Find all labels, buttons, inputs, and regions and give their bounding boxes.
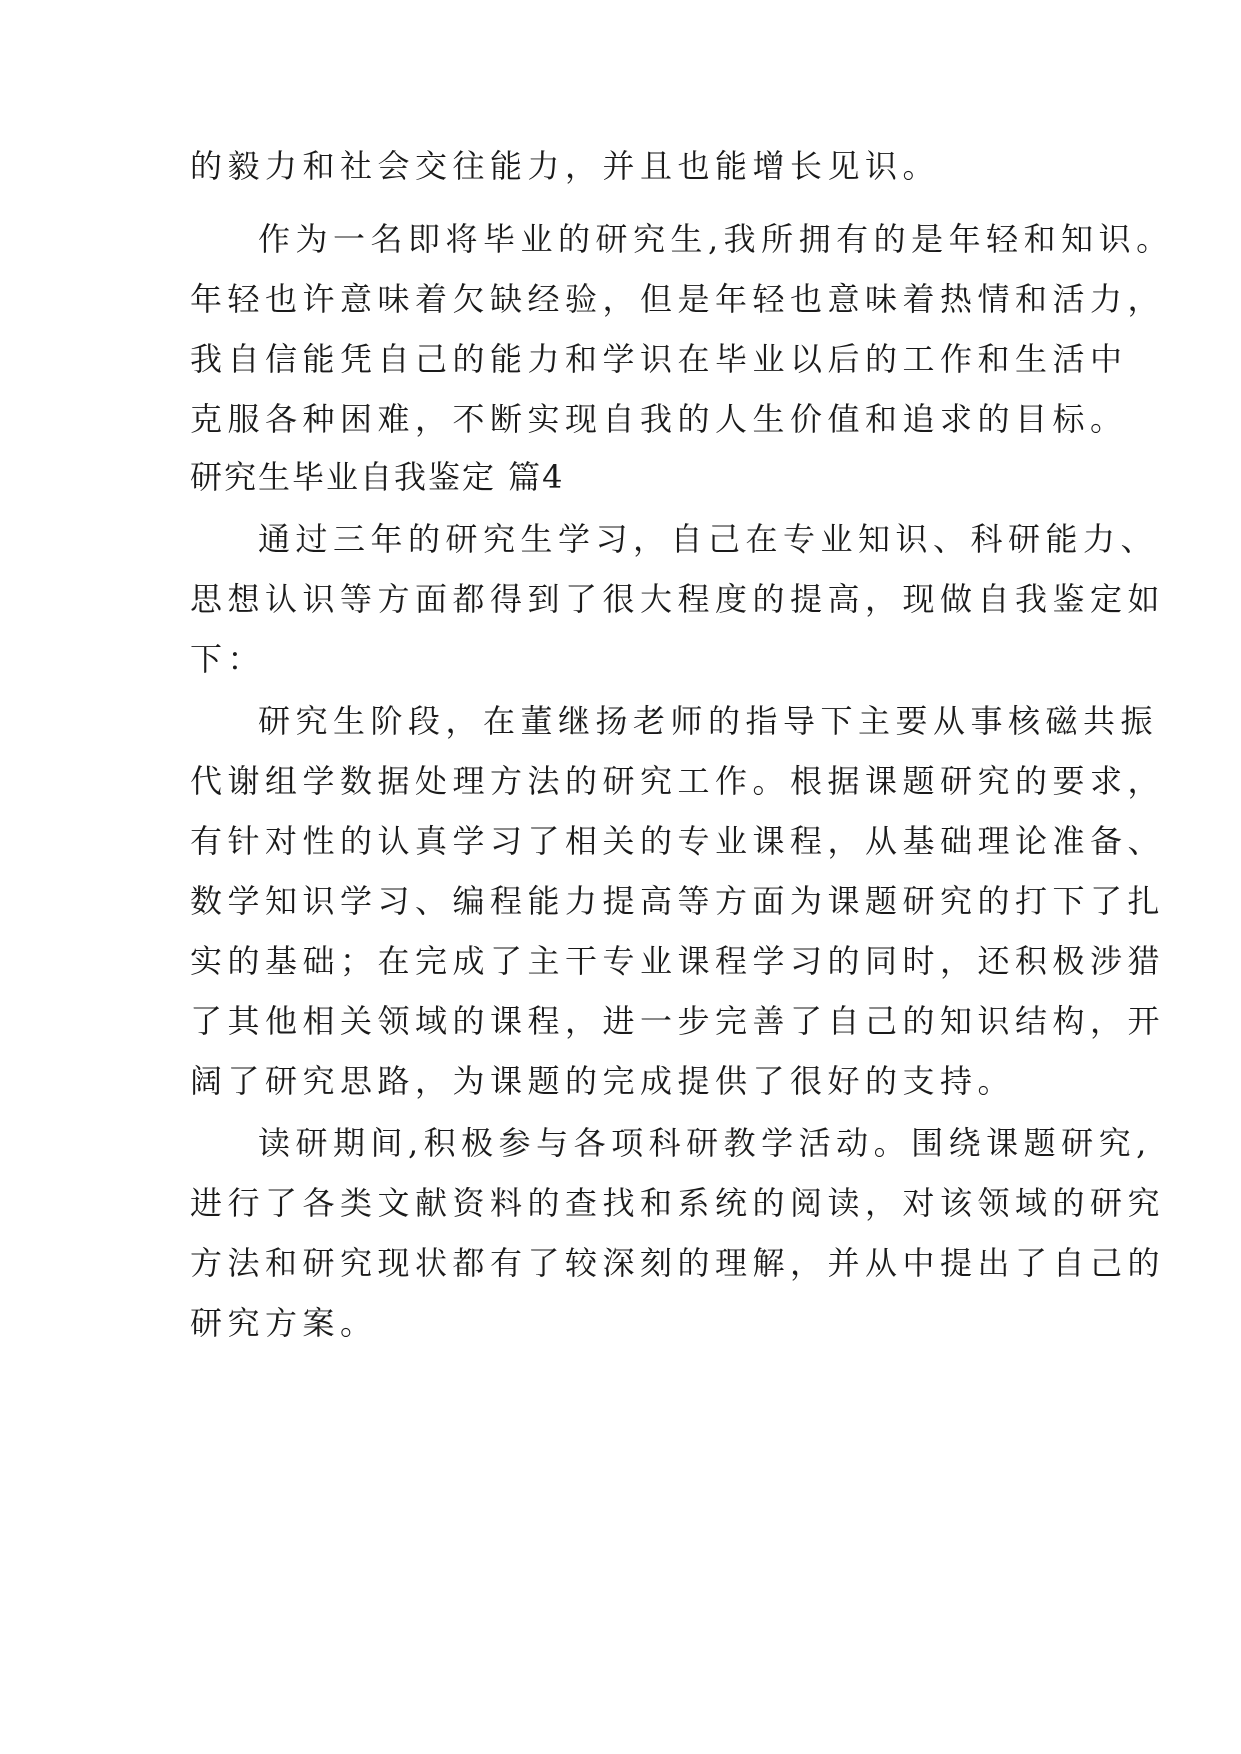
paragraph-2-line-4: 克服各种困难，不断实现自我的人生价值和追求的目标。 [190,400,1128,438]
paragraph-5-line-2: 进行了各类文献资料的查找和系统的阅读，对该领域的研究 [190,1184,1166,1222]
paragraph-3-line-1: 通过三年的研究生学习，自己在专业知识、科研能力、 [258,520,1159,558]
paragraph-3-line-3: 下： [190,640,266,678]
paragraph-4-line-7: 阔了研究思路，为课题的完成提供了很好的支持。 [190,1062,1016,1100]
paragraph-4-line-5: 实的基础；在完成了主干专业课程学习的同时，还积极涉猎 [190,942,1166,980]
paragraph-3-line-2: 思想认识等方面都得到了很大程度的提高，现做自我鉴定如 [190,580,1166,618]
paragraph-4-line-1: 研究生阶段，在董继扬老师的指导下主要从事核磁共振 [258,702,1159,740]
paragraph-2-line-1: 作为一名即将毕业的研究生,我所拥有的是年轻和知识。 [258,220,1174,258]
paragraph-1-line-1: 的毅力和社会交往能力，并且也能增长见识。 [190,147,941,185]
section-heading: 研究生毕业自我鉴定 篇4 [190,458,565,496]
paragraph-5-line-4: 研究方案。 [190,1304,378,1342]
paragraph-4-line-3: 有针对性的认真学习了相关的专业课程，从基础理论准备、 [190,822,1166,860]
paragraph-4-line-2: 代谢组学数据处理方法的研究工作。根据课题研究的要求， [190,762,1166,800]
paragraph-5-line-1: 读研期间,积极参与各项科研教学活动。围绕课题研究, [258,1124,1152,1162]
paragraph-4-line-4: 数学知识学习、编程能力提高等方面为课题研究的打下了扎 [190,882,1166,920]
paragraph-4-line-6: 了其他相关领域的课程，进一步完善了自己的知识结构，开 [190,1002,1166,1040]
paragraph-2-line-3: 我自信能凭自己的能力和学识在毕业以后的工作和生活中 [190,340,1128,378]
paragraph-2-line-2: 年轻也许意味着欠缺经验，但是年轻也意味着热情和活力， [190,280,1166,318]
paragraph-5-line-3: 方法和研究现状都有了较深刻的理解，并从中提出了自己的 [190,1244,1166,1282]
